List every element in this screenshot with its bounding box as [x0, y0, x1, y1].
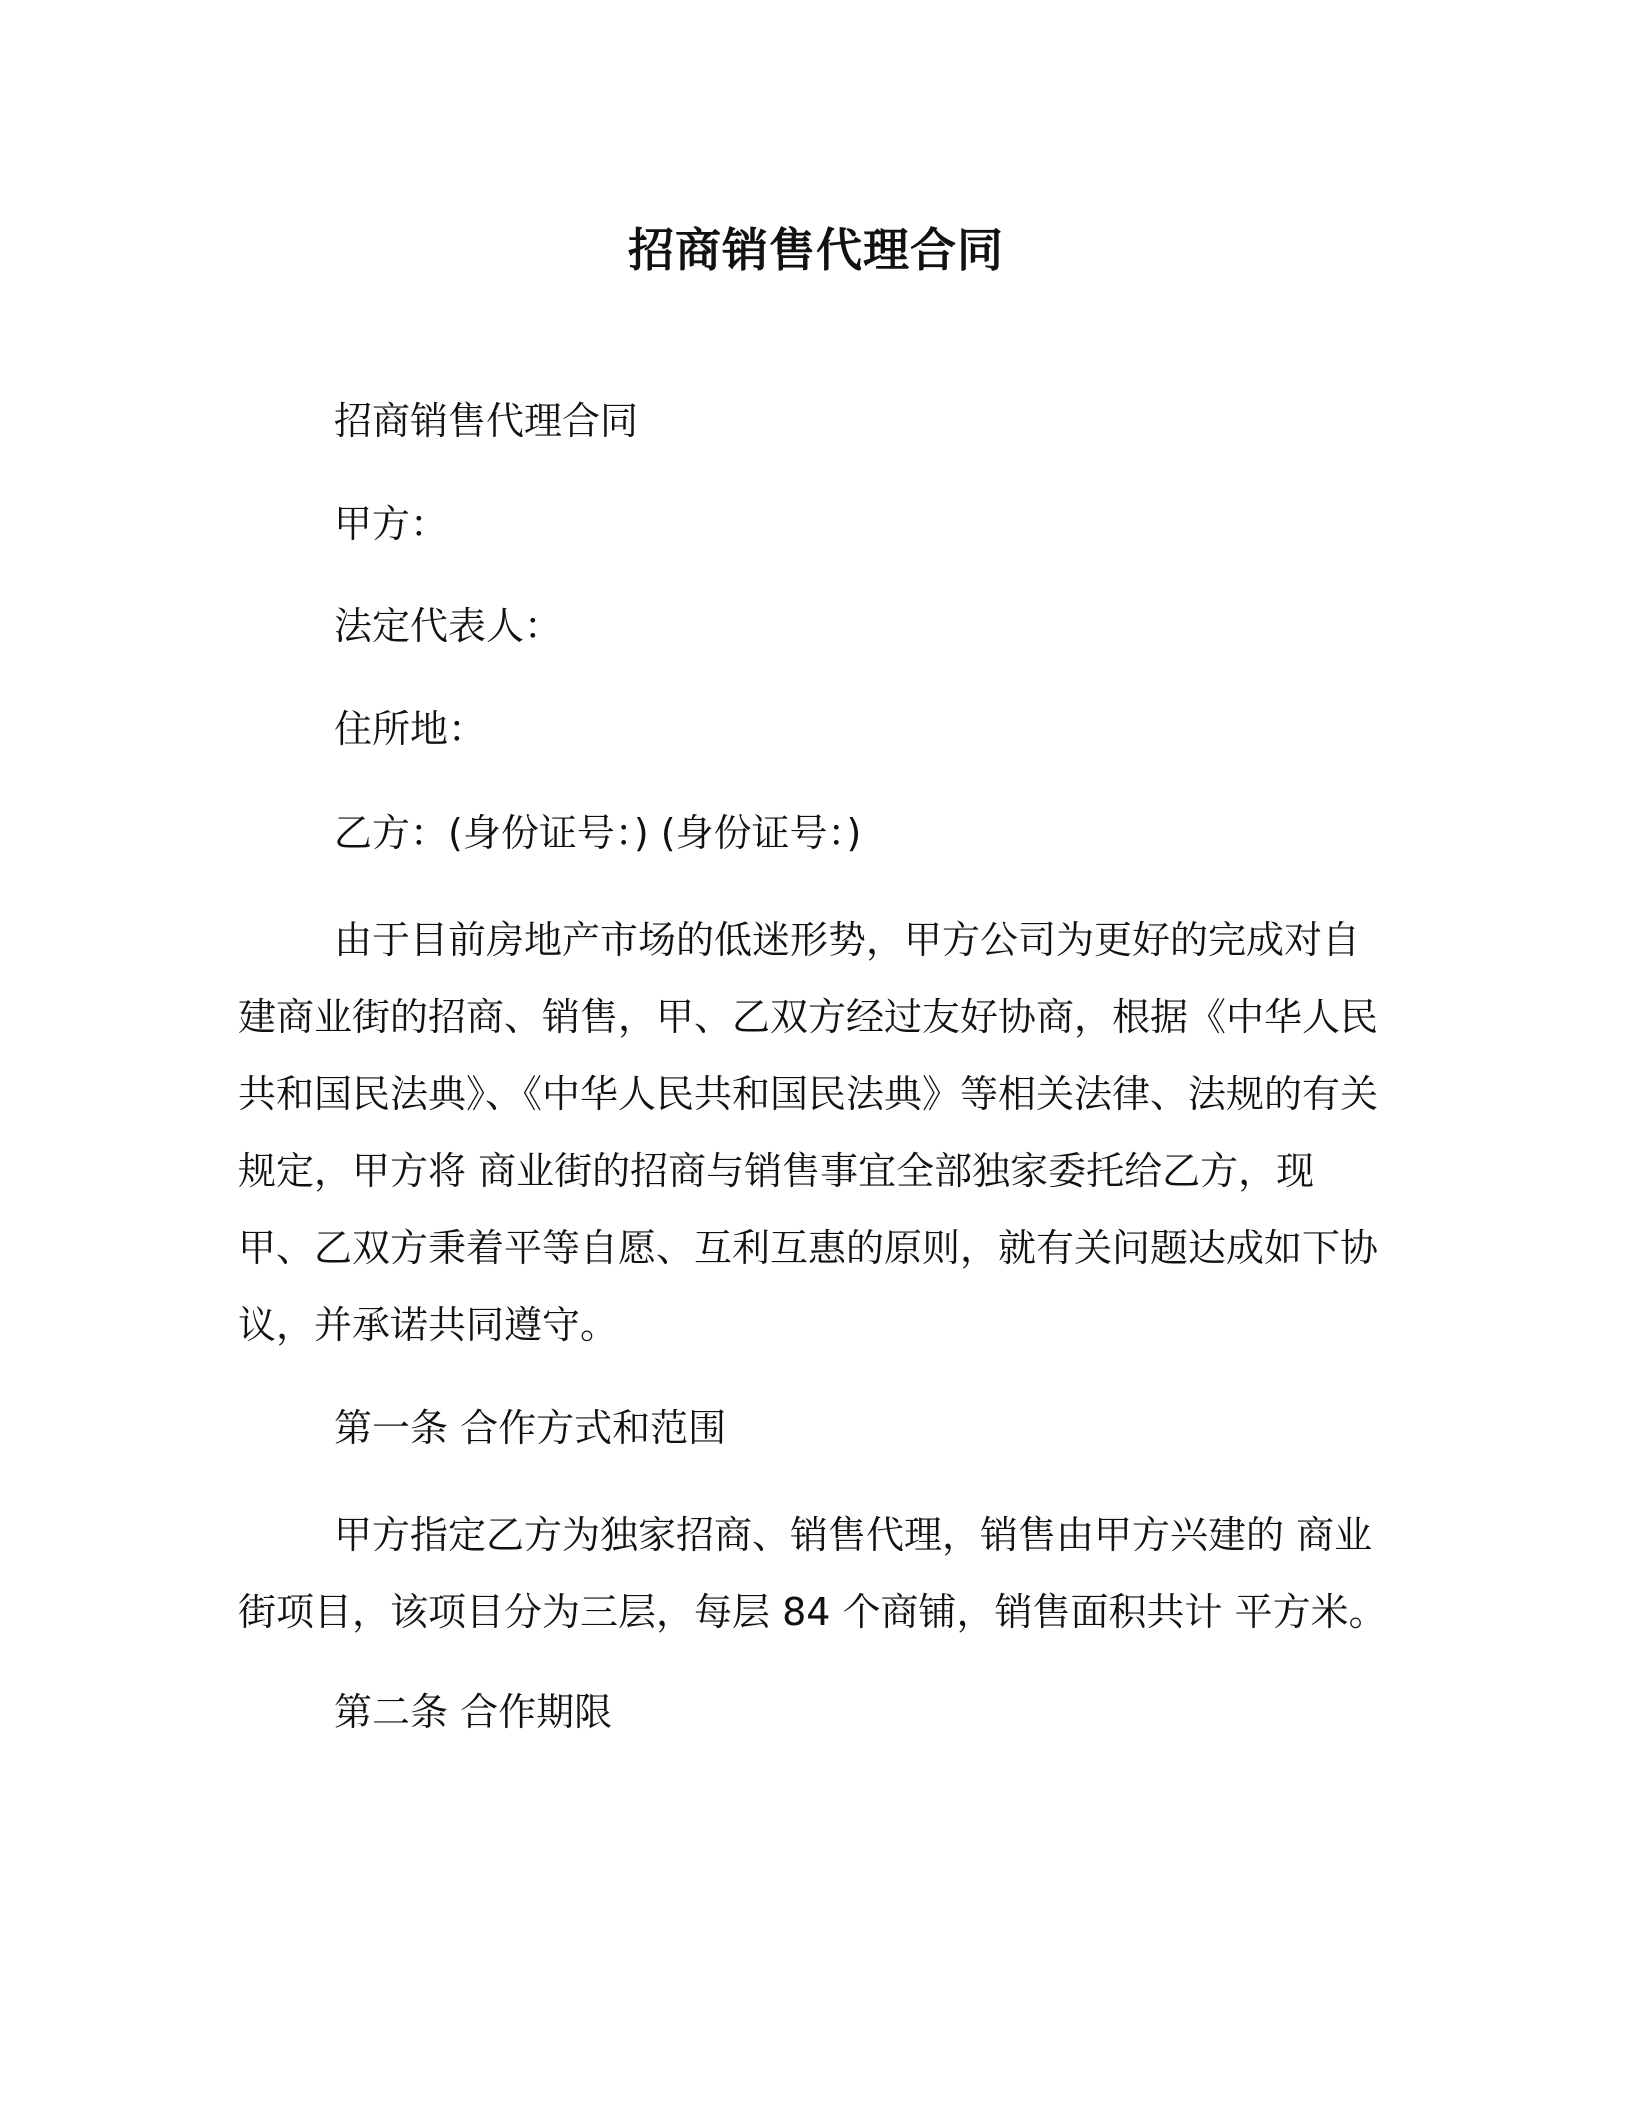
article-2-heading: 第二条 合作期限: [334, 1690, 613, 1734]
party-a-label: 甲方：: [334, 502, 449, 546]
article-1-paragraph: 甲方指定乙方为独家招商、销售代理，销售由甲方兴建的 商业街项目，该项目分为三层，每层 84 个商铺，销售面积共计 平方米。: [238, 1513, 1387, 1634]
contract-subtitle: 招商销售代理合同: [334, 399, 639, 443]
intro-paragraph: 由于目前房地产市场的低迷形势，甲方公司为更好的完成对自建商业街的招商、销售，甲、乙双方经过友好协商，根据《中华人民共和国民法典》、《中华人民共和国民法典》等相关法律、法规的有关规定，甲方将 商业街的招商与销售事宜全部独家委托给乙方，现甲、乙双方秉着平等自愿、互利互惠的原则，就有关问题达成如下协议，并承诺共同遵守。: [238, 918, 1379, 1347]
document-title: 招商销售代理合同: [628, 223, 1004, 277]
address-label: 住所地：: [334, 707, 487, 751]
article-1-heading: 第一条 合作方式和范围: [334, 1406, 727, 1450]
party-b-label: 乙方：(身份证号：) (身份证号：): [334, 811, 862, 855]
legal-representative-label: 法定代表人：: [334, 604, 563, 648]
